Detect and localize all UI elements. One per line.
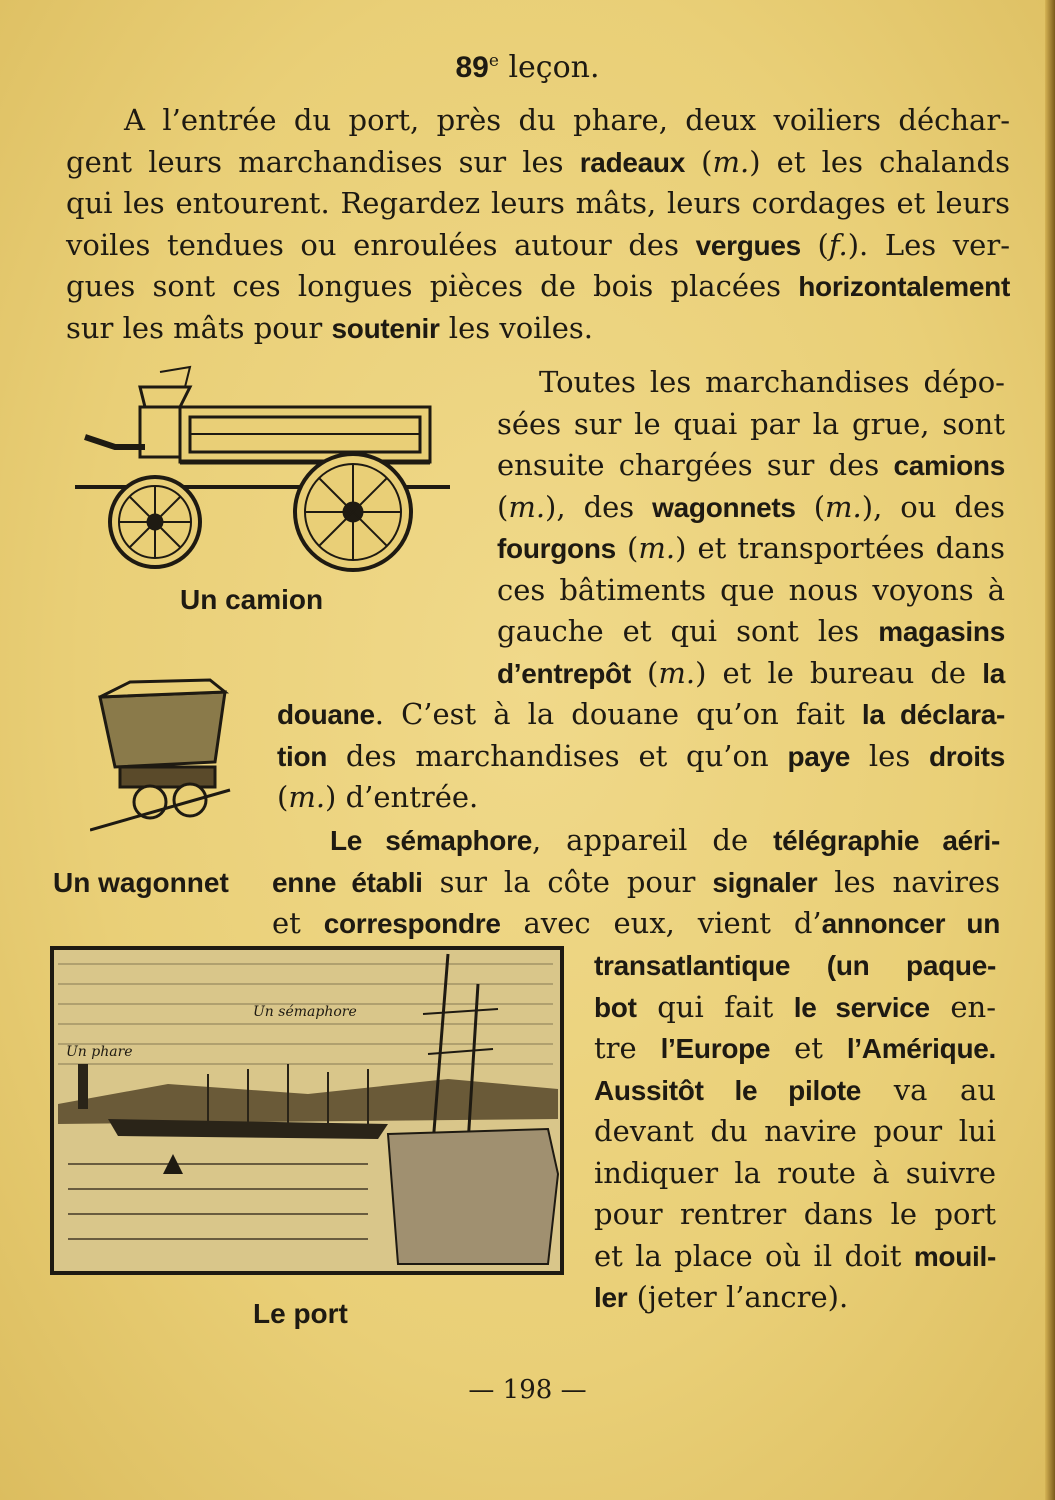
p2-line-5: fourgons (m.) et transportées dans xyxy=(497,531,1005,565)
p3-line-4: transatlantique (un paque- xyxy=(594,950,996,981)
p2-line-9: douane. C’est à la douane qu’on fait la déclara- xyxy=(277,697,1005,731)
p2-line-6: ces bâtiments que nous voyons à xyxy=(497,572,1005,607)
p3-line-7: Aussitôt le pilote va au xyxy=(594,1072,996,1107)
p3-line-2: enne établi sur la côte pour signaler les navires xyxy=(272,864,1000,899)
p1-line-4: voiles tendues ou enroulées autour des vergues (f.). Les ver- xyxy=(66,227,1010,262)
p3-line-1: Le sémaphore, appareil de télégraphie aéri- xyxy=(330,823,1000,857)
phare-label: Un phare xyxy=(66,1044,133,1060)
p3-line-8: devant du navire pour lui xyxy=(594,1114,996,1148)
p3-line-10: pour rentrer dans le port xyxy=(594,1197,996,1231)
paragraph-2-wide xyxy=(277,694,1005,819)
p1-line-3: qui les entourent. Regardez leurs mâts, leurs cordages et leurs xyxy=(66,186,1010,220)
paragraph-1 xyxy=(66,100,1010,349)
semaphore-label: Un sémaphore xyxy=(253,1004,357,1020)
caption-camion: Un camion xyxy=(180,584,324,615)
p2-line-2: sées sur le quai par la grue, sont xyxy=(497,406,1005,441)
paragraph-3-wide xyxy=(272,820,1000,945)
p2-line-7: gauche et qui sont les magasins xyxy=(497,614,1005,648)
lesson-number: 89 xyxy=(455,51,489,84)
p2-line-1: Toutes les marchandises dépo- xyxy=(539,365,1005,399)
wagonnet-illustration xyxy=(90,672,240,837)
p2-line-4: (m.), des wagonnets (m.), ou des xyxy=(497,489,1006,524)
camion-illustration xyxy=(75,362,455,577)
paragraph-2-narrow xyxy=(497,362,1005,694)
p3-line-9: indiquer la route à suivre xyxy=(594,1155,996,1190)
port-illustration xyxy=(48,944,568,1279)
lesson-word: leçon. xyxy=(508,50,600,85)
paragraph-3-narrow xyxy=(594,945,996,1319)
p2-line-8: d’entrepôt (m.) et le bureau de la xyxy=(497,655,1005,690)
page-number: — 198 — xyxy=(468,1375,587,1405)
p3-line-11: et la place où il doit mouil- xyxy=(594,1238,996,1273)
p3-line-5: bot qui fait le service en- xyxy=(594,989,997,1024)
page-edge xyxy=(1045,0,1055,1500)
p1-line-6: sur les mâts pour soutenir les voiles. xyxy=(66,310,593,345)
caption-wagonnet: Un wagonnet xyxy=(53,867,229,898)
caption-port: Le port xyxy=(253,1298,348,1329)
p1-line-1: A l’entrée du port, près du phare, deux voiliers déchar- xyxy=(124,103,1010,137)
p1-line-2: gent leurs marchandises sur les radeaux (m.) et les chalands xyxy=(66,144,1010,179)
p3-line-6: tre l’Europe et l’Amérique. xyxy=(594,1031,996,1065)
p2-line-11: (m.) d’entrée. xyxy=(277,780,479,814)
p1-line-5: gues sont ces longues pièces de bois placées horizontalement xyxy=(66,269,1010,303)
lesson-title xyxy=(0,50,1055,85)
p2-line-3: ensuite chargées sur des camions xyxy=(497,448,1005,482)
p3-line-3: et correspondre avec eux, vient d’annoncer un xyxy=(272,906,1000,940)
p2-line-10: tion des marchandises et qu’on paye les droits xyxy=(277,738,1005,773)
lesson-number-suffix: e xyxy=(488,51,499,71)
p3-line-12: ler (jeter l’ancre). xyxy=(594,1280,849,1314)
